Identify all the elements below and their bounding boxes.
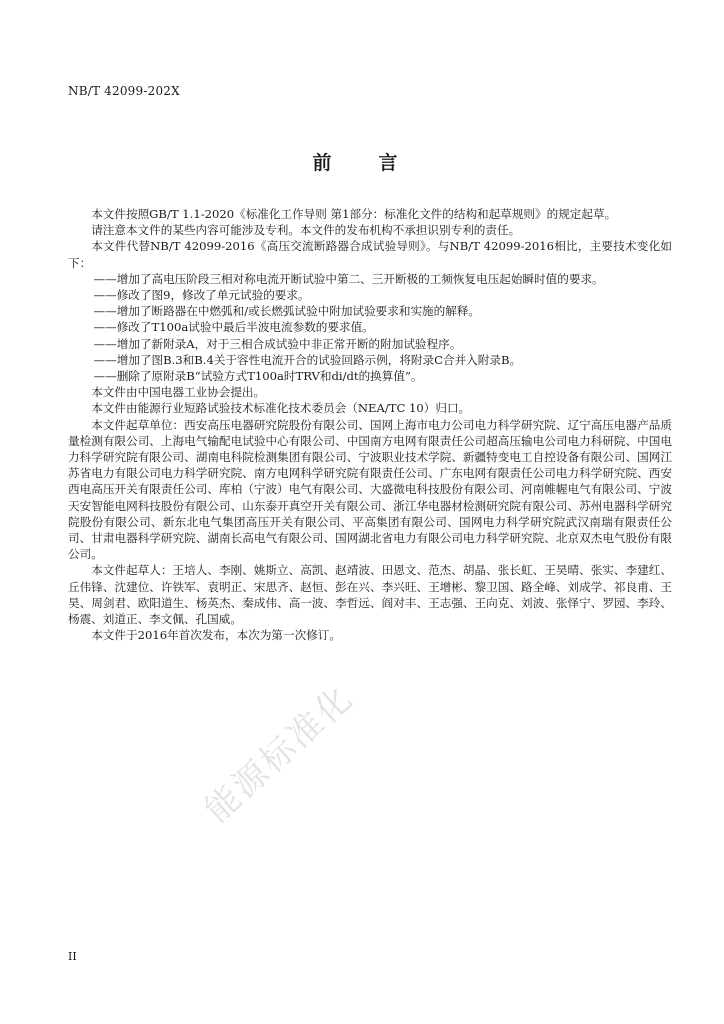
paragraph-history: 本文件于2016年首次发布，本次为第一次修订。 — [91, 628, 341, 643]
standard-number: NB/T 42099-202X — [68, 84, 180, 98]
page-title: 前 言 — [312, 152, 412, 174]
change-item: ——增加了断路器在中燃弧和/或长燃弧试验中附加试验要求和实施的解释。 — [93, 304, 481, 319]
paragraph-replacement: 本文件代替NB/T 42099-2016《高压交流断路器合成试验导则》。与NB/T 42099-2016相比，主要技术变化如下： — [68, 239, 672, 270]
change-item: ——增加了新附录A，对于三相合成试验中非正常开断的附加试验程序。 — [93, 336, 462, 351]
paragraph-drafting-units: 本文件起草单位：西安高压电器研究院股份有限公司、国网上海市电力公司电力科学研究院、辽宁高压电器产品质量检测有限公司、上海电气输配电试验中心有限公司、中国南方电网有限责任公司超高压输电公司电力科研院、中国电力科学研究院有限公司、湖南电科院检测集团有限公司、宁波职业技术学院、新疆特变电工自控设备有限公司、国网江苏省电力有限公司电力科学研究院、南方电网科学研究院有限责任公司、广东电网有限责任公司电力科学研究院、西安西电高压开关有限责任公司、库柏（宁波）电气有限公司、大盛微电科技股份有限公司、河南帷幄电气有限公司、宁波天安智能电网科技股份有限公司、山东泰开真空开关有限公司、浙江华电器材检测研究院有限公司、苏州电器科学研究院股份有限公司、新东北电气集团高压开关有限公司、平高集团有限公司、国网电力科学研究院武汉南瑞有限责任公司、甘肃电器科学研究院、湖南长高电气有限公司、国网湖北省电力有限公司电力科学研究院、北京双杰电气股份有限公司。 — [68, 417, 672, 562]
change-item: ——修改了图9，修改了单元试验的要求。 — [93, 288, 310, 303]
paragraph-proposer: 本文件由中国电器工业协会提出。 — [91, 385, 266, 400]
change-item: ——增加了图B.3和B.4关于容性电流开合的试验回路示例，将附录C合并入附录B。 — [93, 352, 522, 367]
watermark: 能源标准化 — [197, 677, 362, 831]
paragraph-drafting-rules: 本文件按照GB/T 1.1-2020《标准化工作导则 第1部分：标准化文件的结构和起草规则》的规定起草。 — [91, 207, 617, 221]
change-item: ——增加了高电压阶段三相对称电流开断试验中第二、三开断极的工频恢复电压起始瞬时值的要求。 — [93, 271, 604, 286]
paragraph-patent-notice: 请注意本文件的某些内容可能涉及专利。本文件的发布机构不承担识别专利的责任。 — [91, 223, 521, 238]
document-body — [68, 206, 672, 643]
paragraph-committee: 本文件由能源行业短路试验技术标准化技术委员会（NEA/TC 10）归口。 — [91, 401, 471, 416]
change-item: ——删除了原附录B“试验方式T100a时TRV和di/dt的换算值”。 — [93, 369, 423, 384]
page-number: II — [68, 950, 77, 963]
change-item: ——修改了T100a试验中最后半波电流参数的要求值。 — [93, 320, 374, 335]
paragraph-drafters: 本文件起草人：王培人、李刚、姚斯立、高凯、赵靖波、田恩文、范杰、胡晶、张长虹、王昊晴、张实、李建红、丘伟锋、沈建位、许铁军、袁明正、宋思齐、赵恒、彭在兴、李兴旺、王增彬、黎卫国、路全峰、刘成学、祁良甫、王昊、周剑君、欧阳道生、杨英杰、秦成伟、高一波、李哲远、阎对丰、王志强、王向克、刘波、张怿宁、罗园、李玲、杨震、刘道正、李文佩、孔国威。 — [68, 563, 672, 627]
